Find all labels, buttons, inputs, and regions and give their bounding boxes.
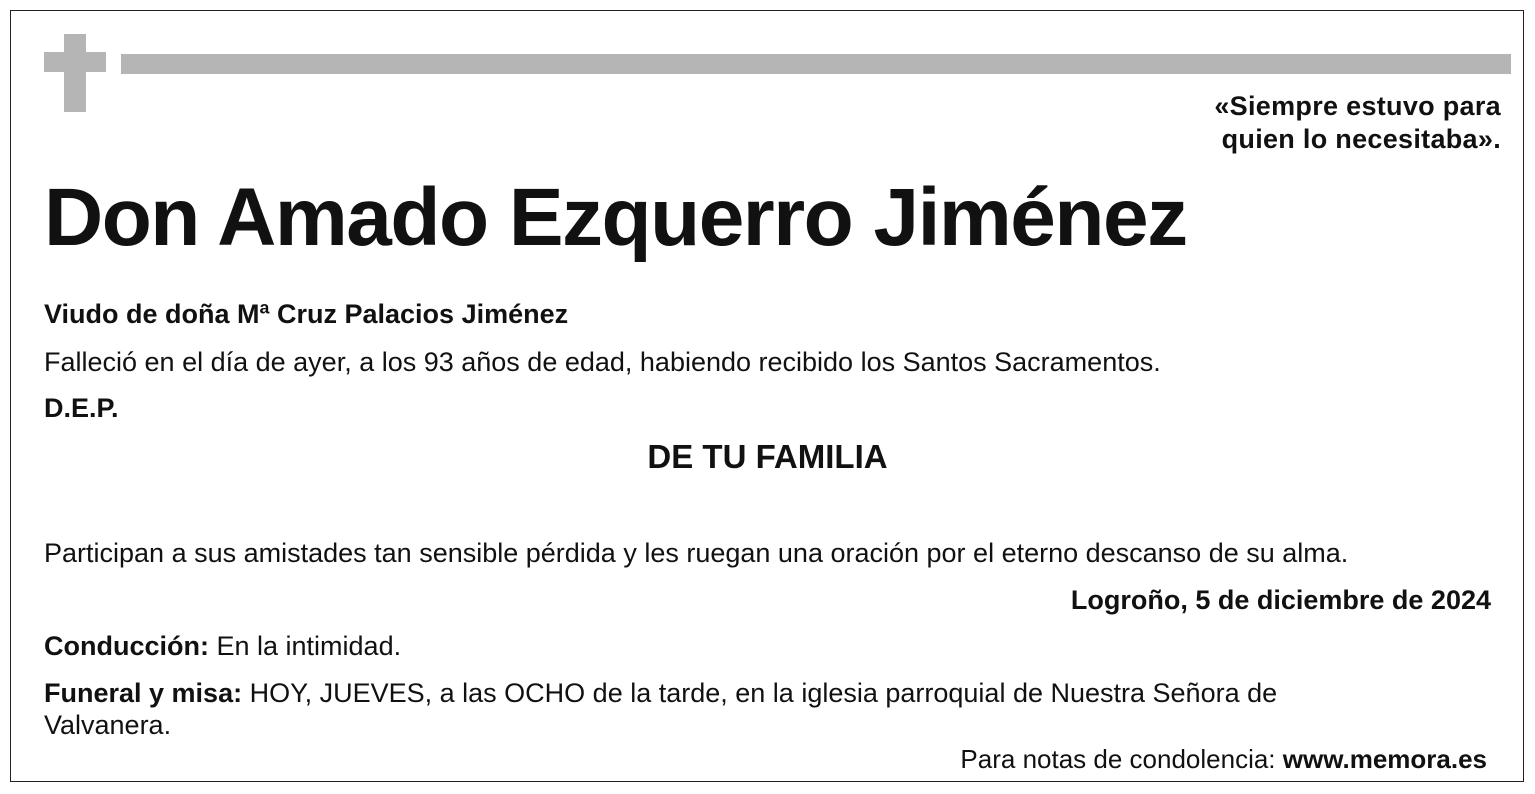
funeral-label: Funeral y misa: <box>44 678 243 708</box>
place-date: Logroño, 5 de diciembre de 2024 <box>1070 585 1491 615</box>
deceased-name: Don Amado Ezquerro Jiménez <box>44 172 1187 263</box>
conduction-line <box>44 629 401 663</box>
funeral-line <box>44 677 1364 741</box>
conduction-value: En la intimidad. <box>208 631 402 661</box>
cross-icon-arm <box>44 52 106 72</box>
condolence-label: Para notas de condolencia: <box>960 744 1283 774</box>
cross-icon <box>64 34 86 112</box>
epitaph-quote <box>1214 90 1501 156</box>
quote-line-1: «Siempre estuvo para <box>1214 91 1501 121</box>
family-heading: DE TU FAMILIA <box>647 438 888 475</box>
widower-line: Viudo de doña Mª Cruz Palacios Jiménez <box>44 299 569 329</box>
condolence-line <box>960 743 1487 775</box>
dep-text: D.E.P. <box>44 393 119 423</box>
header-bar <box>121 54 1511 74</box>
family-message: Participan a sus amistades tan sensible pérdida y les ruegan una oración por el eterno descanso de su alma. <box>44 538 1349 568</box>
funeral-value: HOY, JUEVES, a las OCHO de la tarde, en la iglesia parroquial de Nuestra Señora de Valvanera. <box>44 678 1278 740</box>
conduction-label: Conducción: <box>44 631 209 661</box>
condolence-link[interactable]: www.memora.es <box>1282 744 1487 774</box>
death-notice: Falleció en el día de ayer, a los 93 años de edad, habiendo recibido los Santos Sacramentos. <box>44 347 1161 377</box>
quote-line-2: quien lo necesitaba». <box>1221 124 1501 154</box>
